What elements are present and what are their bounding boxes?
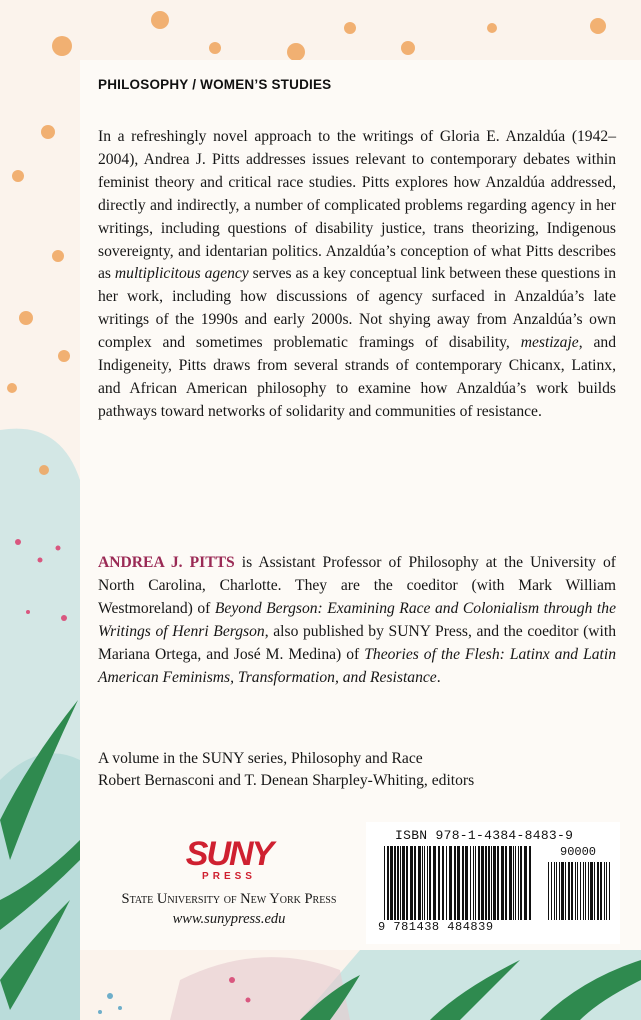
barcode-bar [462,846,464,920]
barcode-bar [524,846,527,920]
barcode-bar [575,862,576,920]
series-info [98,748,474,792]
barcode-bar [515,846,516,920]
barcode-bar [442,846,444,920]
barcode-bar [559,862,560,920]
barcode-bar [497,846,499,920]
barcode-bar [473,846,474,920]
barcode-bar [414,846,416,920]
series-editors: Robert Bernasconi and T. Denean Sharpley-Whiting, editors [98,772,475,789]
barcode-bar [554,862,555,920]
author-name: ANDREA J. PITTS [98,554,235,571]
barcode-bar [454,846,456,920]
barcode-bar [597,862,599,920]
barcode-bar [594,862,595,920]
barcode-bar [583,862,584,920]
barcode-bar [609,862,610,920]
barcode-bar [501,846,504,920]
barcode-bar [433,846,436,920]
barcode-bar [410,846,413,920]
barcode-bar [588,862,589,920]
isbn-text: ISBN 978-1-4384-8483-9 [395,828,574,843]
barcode-bar [424,846,425,920]
publisher-website: www.sunypress.edu [172,911,286,927]
barcode-bar [446,846,447,920]
suny-press-logo [181,835,277,882]
author-bio: ANDREA J. PITTS is Assistant Professor of Philosophy at the University of North Carolina, Charlotte. They are the coeditor (with Mark William Westmoreland) of Beyond Bergson: Examining Race and Colonialism through the Writings of Henri Bergson, also published by SUNY Press, and the coeditor (with Mariana Ortega, and José M. Medina) of Theories of the Flesh: Latinx and Latin American Feminisms, Transformation, and Resistance. [98,554,617,686]
barcode-bar [478,846,480,920]
barcode-bar [565,862,566,920]
barcode-bar [505,846,507,920]
logo-suny-text: SUNY [185,835,273,873]
barcode-bar [418,846,421,920]
barcode-bar [529,846,531,920]
barcode-bar [561,862,564,920]
barcode-bar [485,846,487,920]
book-title-1: Beyond Bergson: Examining Race and Colonialism through the Writings of Henri Bergson [98,599,616,640]
barcode-bar [470,846,471,920]
addon-barcode-bars [548,862,610,920]
barcode-bar [394,846,396,920]
barcode-bars [384,846,534,920]
barcode-bar [387,846,389,920]
barcode-bar [493,846,496,920]
book-title-2: Theories of the Flesh: Latinx and Latin American Feminisms, Transformation, and Resistance [98,645,617,686]
barcode-bar [606,862,607,920]
barcode-bar [580,862,581,920]
barcode-bar [604,862,605,920]
barcode-bar [600,862,602,920]
barcode-bar [491,846,492,920]
barcode-bar [556,862,557,920]
barcode-bar [427,846,428,920]
barcode-bar [548,862,549,920]
series-line-1: A volume in the SUNY series, Philosophy and Race [98,750,423,767]
barcode-bar [571,862,573,920]
barcode-bar [577,862,578,920]
book-description: In a refreshingly novel approach to the writings of Gloria E. Anzaldúa (1942–2004), Andrea J. Pitts addresses issues relevant to contemporary debates within feminist theory and critical race studies. Pitts explores how Anzaldúa addressed, directly and indirectly, a number of complicated problems regarding agency in her writings, including questions of disability justice, trans theorizing, Indigenous sovereignty, and identarian politics. Anzaldúa’s conception of what Pitts describes as multiplicitous agency serves as a key conceptual link between these questions in her work, including how discussions of agency surfaced in Anzaldúa’s late writings of the 1990s and early 2000s. Not shying away from Anzaldúa’s own complex and sometimes problematic framings of disability, mestizaje, and Indigeneity, Pitts draws from several strands of contemporary Chicanx, Latinx, and African American philosophy to examine how Anzaldúa’s work builds pathways toward networks of solidarity and communities of resistance. [98,128,616,420]
barcode-bar [513,846,514,920]
barcode-bar [585,862,586,920]
barcode-bar [551,862,552,920]
barcode-bar [509,846,512,920]
price-code: 90000 [560,845,597,859]
barcode-bar [390,846,393,920]
barcode-bar [422,846,423,920]
barcode-bar [429,846,431,920]
ean-number: 9 781438 484839 [378,920,494,934]
barcode-bar [402,846,405,920]
barcode-bar [518,846,519,920]
logo-press-text: PRESS [202,871,256,882]
barcode-bar [384,846,385,920]
barcode-bar [520,846,522,920]
barcode-bar [488,846,490,920]
publisher-name: State University of New York Press [121,891,337,907]
barcode-bar [397,846,399,920]
barcode-bar [475,846,476,920]
barcode-bar [438,846,440,920]
barcode-bar [465,846,468,920]
barcode-bar [406,846,408,920]
barcode-bar [400,846,401,920]
barcode-bar [449,846,452,920]
category-label: PHILOSOPHY / WOMEN’S STUDIES [98,77,332,92]
barcode-bar [568,862,570,920]
barcode-bar [481,846,484,920]
barcode-bar [457,846,460,920]
barcode-bar [590,862,593,920]
